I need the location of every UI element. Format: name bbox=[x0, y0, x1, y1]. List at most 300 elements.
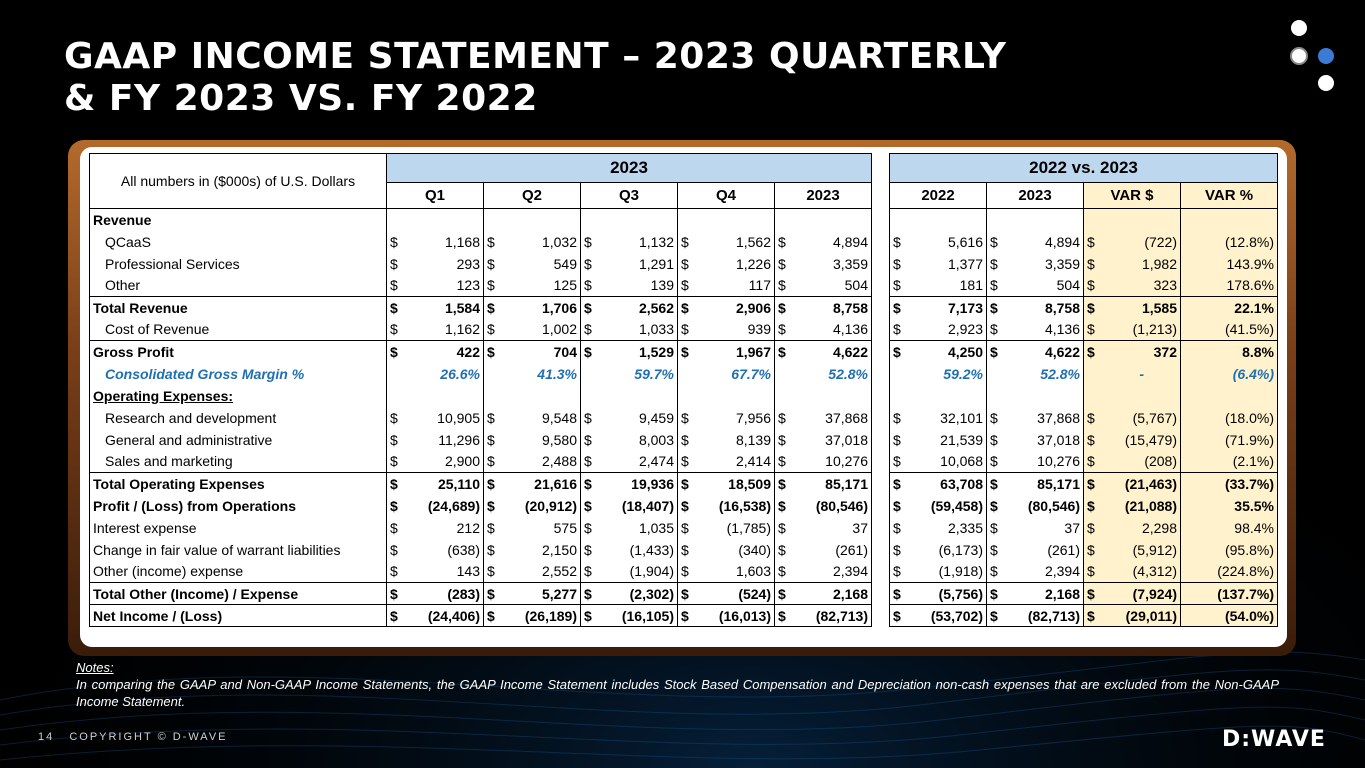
value-cell: (340) bbox=[738, 541, 771, 558]
value-cell: 37,018 bbox=[1037, 431, 1080, 448]
group-header-compare: 2022 vs. 2023 bbox=[890, 154, 1278, 183]
copyright-text: COPYRIGHT © D-WAVE bbox=[69, 731, 228, 743]
page-title bbox=[64, 36, 1006, 120]
value-cell: 1,168 bbox=[444, 233, 480, 250]
currency-sign: $ bbox=[987, 539, 1007, 561]
income-statement-table bbox=[89, 153, 1278, 627]
currency-sign: $ bbox=[484, 451, 504, 473]
currency-sign: $ bbox=[387, 561, 407, 583]
currency-sign: $ bbox=[678, 275, 698, 297]
currency-sign: $ bbox=[484, 341, 504, 363]
currency-sign: $ bbox=[581, 495, 601, 517]
currency-sign: $ bbox=[678, 473, 698, 495]
value-cell: 8,758 bbox=[795, 297, 872, 319]
currency-sign: $ bbox=[581, 341, 601, 363]
value-cell: (1,785) bbox=[726, 519, 771, 536]
value-cell: (29,011) bbox=[1104, 605, 1181, 627]
currency-sign: $ bbox=[890, 561, 910, 583]
notes-block bbox=[76, 659, 1279, 710]
value-cell: 26.6% bbox=[440, 365, 480, 382]
currency-sign: $ bbox=[1084, 253, 1104, 275]
currency-sign: $ bbox=[678, 341, 698, 363]
spacer-cell bbox=[872, 154, 890, 183]
currency-sign: $ bbox=[678, 583, 698, 605]
value-cell: 11,296 bbox=[438, 431, 480, 448]
variance-percent: 8.8% bbox=[1181, 341, 1278, 363]
value-cell: (82,713) bbox=[1007, 605, 1084, 627]
table-row bbox=[90, 539, 1278, 561]
value-cell: (20,912) bbox=[524, 497, 577, 514]
value-cell: (1,904) bbox=[629, 563, 674, 580]
currency-sign: $ bbox=[387, 473, 407, 495]
value-cell: 67.7% bbox=[731, 365, 771, 382]
currency-sign: $ bbox=[581, 517, 601, 539]
currency-sign bbox=[678, 209, 698, 231]
currency-sign: $ bbox=[387, 275, 407, 297]
row-label: Profit / (Loss) from Operations bbox=[90, 495, 387, 517]
table-row bbox=[90, 517, 1278, 539]
table-row bbox=[90, 253, 1278, 275]
value-cell: 2,488 bbox=[541, 453, 577, 470]
currency-sign: $ bbox=[987, 297, 1007, 319]
value-cell: 3,359 bbox=[795, 253, 872, 275]
table-row bbox=[90, 385, 1278, 407]
value-cell: 1,032 bbox=[541, 233, 577, 250]
value-cell: 212 bbox=[456, 519, 480, 536]
currency-sign: $ bbox=[678, 407, 698, 429]
currency-sign: $ bbox=[387, 407, 407, 429]
value-cell: (524) bbox=[698, 583, 775, 605]
row-label: Other bbox=[90, 275, 387, 297]
value-cell: (1,433) bbox=[629, 541, 674, 558]
value-cell: 323 bbox=[1104, 275, 1181, 297]
variance-percent: (54.0%) bbox=[1181, 605, 1278, 627]
value-cell: 8,139 bbox=[735, 431, 771, 448]
currency-sign bbox=[678, 363, 698, 385]
currency-sign: $ bbox=[678, 429, 698, 451]
spacer-cell bbox=[872, 561, 890, 583]
value-cell: 4,894 bbox=[795, 231, 872, 253]
variance-percent: (33.7%) bbox=[1181, 473, 1278, 495]
currency-sign bbox=[484, 385, 504, 407]
spacer-cell bbox=[872, 319, 890, 341]
value-cell: 2,414 bbox=[735, 453, 771, 470]
spacer-cell bbox=[872, 451, 890, 473]
currency-sign: $ bbox=[987, 275, 1007, 297]
currency-sign: $ bbox=[387, 539, 407, 561]
value-cell: 52.8% bbox=[1040, 365, 1080, 382]
value-cell: 21,539 bbox=[940, 431, 983, 448]
value-cell bbox=[1007, 385, 1084, 407]
value-cell: 2,394 bbox=[1044, 563, 1080, 580]
row-label: Cost of Revenue bbox=[90, 319, 387, 341]
value-cell: (2,302) bbox=[601, 583, 678, 605]
currency-sign: $ bbox=[890, 341, 910, 363]
currency-sign bbox=[890, 385, 910, 407]
currency-sign: $ bbox=[484, 583, 504, 605]
currency-sign bbox=[678, 385, 698, 407]
value-cell: 1,162 bbox=[444, 321, 480, 338]
row-label: Total Other (Income) / Expense bbox=[90, 583, 387, 605]
value-cell bbox=[910, 385, 987, 407]
currency-sign bbox=[775, 209, 795, 231]
value-cell: 1,603 bbox=[735, 563, 771, 580]
currency-sign: $ bbox=[484, 407, 504, 429]
value-cell: 575 bbox=[553, 519, 577, 536]
table-row bbox=[90, 605, 1278, 627]
table-row bbox=[90, 473, 1278, 495]
value-cell bbox=[795, 385, 872, 407]
value-cell: (283) bbox=[407, 583, 484, 605]
title-line-1: GAAP INCOME STATEMENT – 2023 QUARTERLY bbox=[64, 36, 1007, 77]
value-cell: 4,136 bbox=[1044, 321, 1080, 338]
currency-sign: $ bbox=[387, 297, 407, 319]
currency-sign: $ bbox=[581, 253, 601, 275]
variance-percent: (18.0%) bbox=[1181, 407, 1278, 429]
currency-sign: $ bbox=[987, 495, 1007, 517]
row-label: Total Revenue bbox=[90, 297, 387, 319]
col-header-q3: Q3 bbox=[581, 183, 678, 209]
value-cell: (21,088) bbox=[1104, 495, 1181, 517]
currency-sign: $ bbox=[987, 473, 1007, 495]
value-cell: (59,458) bbox=[930, 497, 983, 514]
col-header-q4: Q4 bbox=[678, 183, 775, 209]
currency-sign: $ bbox=[775, 429, 795, 451]
value-cell: (1,213) bbox=[1104, 319, 1181, 341]
variance-percent bbox=[1181, 209, 1278, 231]
currency-sign: $ bbox=[987, 407, 1007, 429]
value-cell: 293 bbox=[456, 255, 480, 272]
row-label: Research and development bbox=[90, 407, 387, 429]
currency-sign: $ bbox=[581, 231, 601, 253]
row-label: Revenue bbox=[90, 209, 387, 231]
currency-sign: $ bbox=[987, 583, 1007, 605]
spacer-cell bbox=[872, 385, 890, 407]
value-cell: 41.3% bbox=[537, 365, 577, 382]
currency-sign: $ bbox=[1084, 429, 1104, 451]
value-cell: (4,312) bbox=[1104, 561, 1181, 583]
currency-sign: $ bbox=[484, 429, 504, 451]
value-cell: 1,035 bbox=[638, 519, 674, 536]
value-cell: 4,622 bbox=[1007, 341, 1084, 363]
currency-sign: $ bbox=[581, 473, 601, 495]
currency-sign: $ bbox=[678, 451, 698, 473]
currency-sign: $ bbox=[890, 275, 910, 297]
value-cell: 504 bbox=[795, 275, 872, 297]
value-cell: 1,033 bbox=[638, 321, 674, 338]
currency-sign: $ bbox=[775, 407, 795, 429]
variance-percent: 35.5% bbox=[1181, 495, 1278, 517]
footer bbox=[38, 731, 238, 743]
currency-sign: $ bbox=[1084, 473, 1104, 495]
value-cell: 37 bbox=[795, 517, 872, 539]
currency-sign: $ bbox=[890, 495, 910, 517]
currency-sign: $ bbox=[775, 561, 795, 583]
title-line-2: & FY 2023 VS. FY 2022 bbox=[64, 78, 538, 119]
value-cell: 117 bbox=[748, 277, 771, 294]
spacer-cell bbox=[872, 407, 890, 429]
currency-sign: $ bbox=[987, 253, 1007, 275]
value-cell bbox=[1104, 385, 1181, 407]
spacer-cell bbox=[872, 473, 890, 495]
value-cell: 1,562 bbox=[735, 233, 771, 250]
value-cell bbox=[601, 385, 678, 407]
variance-percent: (224.8%) bbox=[1181, 561, 1278, 583]
value-cell: 7,173 bbox=[910, 297, 987, 319]
value-cell: (5,756) bbox=[910, 583, 987, 605]
value-cell bbox=[795, 209, 872, 231]
value-cell: 1,132 bbox=[638, 233, 674, 250]
value-cell: 25,110 bbox=[407, 473, 484, 495]
value-cell: (80,546) bbox=[1027, 497, 1080, 514]
currency-sign: $ bbox=[890, 319, 910, 341]
spacer-cell bbox=[872, 605, 890, 627]
value-cell: 5,277 bbox=[504, 583, 581, 605]
currency-sign: $ bbox=[890, 231, 910, 253]
currency-sign: $ bbox=[678, 517, 698, 539]
value-cell: 2,923 bbox=[947, 321, 983, 338]
value-cell: 125 bbox=[553, 277, 577, 294]
currency-sign: $ bbox=[775, 275, 795, 297]
value-cell: 2,168 bbox=[1007, 583, 1084, 605]
value-cell bbox=[601, 209, 678, 231]
table-row bbox=[90, 297, 1278, 319]
currency-sign bbox=[581, 209, 601, 231]
value-cell: 8,758 bbox=[1007, 297, 1084, 319]
value-cell: (7,924) bbox=[1104, 583, 1181, 605]
currency-sign: $ bbox=[581, 539, 601, 561]
currency-sign: $ bbox=[484, 297, 504, 319]
currency-sign bbox=[775, 363, 795, 385]
value-cell: 4,136 bbox=[795, 319, 872, 341]
row-label: Consolidated Gross Margin % bbox=[90, 363, 387, 385]
currency-sign: $ bbox=[775, 341, 795, 363]
currency-sign: $ bbox=[484, 473, 504, 495]
currency-sign: $ bbox=[387, 583, 407, 605]
spacer-cell bbox=[872, 517, 890, 539]
currency-sign: $ bbox=[775, 605, 795, 627]
currency-sign: $ bbox=[890, 407, 910, 429]
currency-sign: $ bbox=[484, 605, 504, 627]
currency-sign: $ bbox=[387, 451, 407, 473]
row-label: Sales and marketing bbox=[90, 451, 387, 473]
table-row bbox=[90, 583, 1278, 605]
currency-sign: $ bbox=[581, 319, 601, 341]
spacer-cell bbox=[872, 253, 890, 275]
currency-sign: $ bbox=[581, 297, 601, 319]
notes-title: Notes: bbox=[76, 660, 114, 675]
value-cell: (18,407) bbox=[621, 497, 674, 514]
table-row bbox=[90, 275, 1278, 297]
value-cell: 10,276 bbox=[1037, 453, 1080, 470]
value-cell: 85,171 bbox=[1007, 473, 1084, 495]
row-label: Interest expense bbox=[90, 517, 387, 539]
currency-sign: $ bbox=[581, 451, 601, 473]
variance-percent: (95.8%) bbox=[1181, 539, 1278, 561]
value-cell: (80,546) bbox=[795, 495, 872, 517]
currency-sign: $ bbox=[387, 341, 407, 363]
value-cell: (16,538) bbox=[718, 497, 771, 514]
dwave-logo bbox=[1222, 726, 1348, 750]
row-label: Gross Profit bbox=[90, 341, 387, 363]
value-cell: 9,459 bbox=[638, 409, 674, 426]
table-row bbox=[90, 231, 1278, 253]
value-cell: (638) bbox=[447, 541, 480, 558]
value-cell: 21,616 bbox=[504, 473, 581, 495]
value-cell: 704 bbox=[504, 341, 581, 363]
currency-sign bbox=[890, 363, 910, 385]
currency-sign: $ bbox=[387, 605, 407, 627]
value-cell bbox=[698, 385, 775, 407]
value-cell: (261) bbox=[795, 539, 872, 561]
variance-percent: (41.5%) bbox=[1181, 319, 1278, 341]
currency-sign: $ bbox=[1084, 495, 1104, 517]
value-cell: 2,562 bbox=[601, 297, 678, 319]
spacer-cell bbox=[872, 341, 890, 363]
value-cell bbox=[504, 385, 581, 407]
value-cell: 4,894 bbox=[1044, 233, 1080, 250]
value-cell: 2,298 bbox=[1104, 517, 1181, 539]
table-row bbox=[90, 341, 1278, 363]
currency-sign: $ bbox=[484, 275, 504, 297]
value-cell: (26,189) bbox=[504, 605, 581, 627]
currency-sign: $ bbox=[775, 319, 795, 341]
currency-sign: $ bbox=[987, 517, 1007, 539]
value-cell: 1,585 bbox=[1104, 297, 1181, 319]
value-cell: 4,250 bbox=[910, 341, 987, 363]
variance-percent: 143.9% bbox=[1181, 253, 1278, 275]
currency-sign: $ bbox=[387, 517, 407, 539]
value-cell: 7,956 bbox=[735, 409, 771, 426]
currency-sign bbox=[581, 363, 601, 385]
currency-sign: $ bbox=[890, 605, 910, 627]
value-cell: 1,226 bbox=[735, 255, 771, 272]
value-cell: 3,359 bbox=[1044, 255, 1080, 272]
currency-sign: $ bbox=[775, 495, 795, 517]
value-cell: 2,552 bbox=[541, 563, 577, 580]
value-cell: 2,394 bbox=[795, 561, 872, 583]
currency-sign: $ bbox=[678, 297, 698, 319]
value-cell: 9,548 bbox=[541, 409, 577, 426]
table-row bbox=[90, 209, 1278, 231]
value-cell: 85,171 bbox=[795, 473, 872, 495]
currency-sign: $ bbox=[775, 297, 795, 319]
currency-sign: $ bbox=[678, 539, 698, 561]
value-cell: 2,335 bbox=[947, 519, 983, 536]
value-cell: (16,105) bbox=[601, 605, 678, 627]
value-cell: 59.7% bbox=[634, 365, 674, 382]
col-header-2023: 2023 bbox=[775, 183, 872, 209]
value-cell: 143 bbox=[456, 563, 480, 580]
currency-sign: $ bbox=[775, 539, 795, 561]
col-header-2023: 2023 bbox=[987, 183, 1084, 209]
currency-sign bbox=[484, 209, 504, 231]
value-cell: 63,708 bbox=[910, 473, 987, 495]
value-cell bbox=[1007, 209, 1084, 231]
value-cell: 1,982 bbox=[1104, 253, 1181, 275]
spacer-cell bbox=[872, 429, 890, 451]
value-cell: 139 bbox=[650, 277, 674, 294]
spacer-cell bbox=[872, 297, 890, 319]
value-cell: 4,622 bbox=[795, 341, 872, 363]
value-cell: 2,168 bbox=[795, 583, 872, 605]
value-cell: 10,068 bbox=[940, 453, 983, 470]
value-cell: 8,003 bbox=[638, 431, 674, 448]
col-header-q2: Q2 bbox=[484, 183, 581, 209]
currency-sign bbox=[987, 363, 1007, 385]
currency-sign: $ bbox=[890, 429, 910, 451]
value-cell: 1,706 bbox=[504, 297, 581, 319]
currency-sign: $ bbox=[484, 231, 504, 253]
currency-sign bbox=[581, 385, 601, 407]
currency-sign: $ bbox=[678, 253, 698, 275]
currency-sign: $ bbox=[387, 253, 407, 275]
currency-sign: $ bbox=[890, 539, 910, 561]
value-cell: 9,580 bbox=[541, 431, 577, 448]
currency-sign: $ bbox=[484, 253, 504, 275]
value-cell bbox=[910, 209, 987, 231]
spacer-cell bbox=[872, 363, 890, 385]
currency-sign bbox=[387, 363, 407, 385]
row-label: Professional Services bbox=[90, 253, 387, 275]
value-cell: 2,906 bbox=[698, 297, 775, 319]
currency-sign: $ bbox=[890, 253, 910, 275]
row-label: General and administrative bbox=[90, 429, 387, 451]
value-cell: (208) bbox=[1104, 451, 1181, 473]
notes-text: In comparing the GAAP and Non-GAAP Income Statements, the GAAP Income Statement includes Stock Based Compensation and Depreciation non-cash expenses that are excluded from the Non-GAAP Income Statement. bbox=[76, 677, 1279, 709]
units-label: All numbers in ($000s) of U.S. Dollars bbox=[90, 154, 387, 209]
value-cell: 2,900 bbox=[444, 453, 480, 470]
currency-sign: $ bbox=[1084, 451, 1104, 473]
row-label: Operating Expenses: bbox=[90, 385, 387, 407]
brand-dots-icon bbox=[1285, 18, 1345, 94]
variance-percent: (12.8%) bbox=[1181, 231, 1278, 253]
variance-percent bbox=[1181, 385, 1278, 407]
currency-sign bbox=[987, 209, 1007, 231]
currency-sign bbox=[1084, 209, 1104, 231]
value-cell: (5,912) bbox=[1104, 539, 1181, 561]
currency-sign: $ bbox=[775, 517, 795, 539]
value-cell: 1,377 bbox=[947, 255, 983, 272]
value-cell: 5,616 bbox=[947, 233, 983, 250]
value-cell: 19,936 bbox=[601, 473, 678, 495]
col-header-q1: Q1 bbox=[387, 183, 484, 209]
currency-sign: $ bbox=[1084, 341, 1104, 363]
value-cell: 32,101 bbox=[940, 409, 983, 426]
table-row bbox=[90, 451, 1278, 473]
currency-sign: $ bbox=[890, 473, 910, 495]
currency-sign: $ bbox=[581, 561, 601, 583]
value-cell: 372 bbox=[1104, 341, 1181, 363]
currency-sign bbox=[387, 209, 407, 231]
value-cell bbox=[407, 209, 484, 231]
currency-sign: $ bbox=[1084, 297, 1104, 319]
value-cell bbox=[698, 209, 775, 231]
spacer-cell bbox=[872, 275, 890, 297]
currency-sign: $ bbox=[987, 561, 1007, 583]
currency-sign: $ bbox=[387, 319, 407, 341]
value-cell bbox=[1104, 209, 1181, 231]
currency-sign: $ bbox=[1084, 583, 1104, 605]
value-cell: 59.2% bbox=[943, 365, 983, 382]
currency-sign bbox=[775, 385, 795, 407]
currency-sign: $ bbox=[678, 319, 698, 341]
currency-sign: $ bbox=[484, 319, 504, 341]
value-cell: 422 bbox=[407, 341, 484, 363]
table-row bbox=[90, 429, 1278, 451]
currency-sign: $ bbox=[387, 429, 407, 451]
value-cell: 37 bbox=[1064, 519, 1080, 536]
